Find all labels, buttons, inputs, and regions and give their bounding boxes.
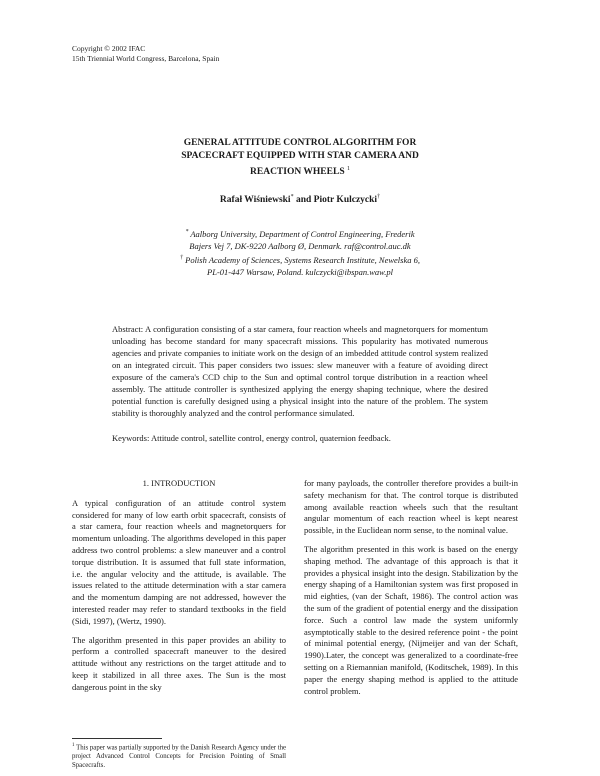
keywords: Keywords: Attitude control, satellite control, energy control, quaternion feedback. — [112, 433, 391, 443]
title-line-2: SPACECRAFT EQUIPPED WITH STAR CAMERA AND — [181, 151, 419, 161]
title-line-3 — [100, 163, 500, 179]
title-footnote-mark: 1 — [346, 166, 350, 172]
intro-paragraph-1: A typical configuration of an attitude control system considered for many of low earth orbit spacecraft, consists of a star camera, four reaction wheels and magnetorquers for momentum unloading. The algorithms developed in this paper address two control problems: a slew maneuver and a control torque distribution. It is assumed that full state information, i.e. the angular velocity and the attitude, is available. The issues related to the attitude determination with a star camera and the momentum damping are not addressed, however the interested reader may refer to standard textbooks in the field (Sidi, 1997), (Wertz, 1990). — [72, 497, 286, 626]
intro-paragraph-4: The algorithm presented in this work is based on the energy shaping method. The advantage of this approach is that it provides a physical insight into the design. Stabilization by the energy shaping of a Hamiltonian system was first proposed in mid eighties, (van der Schaft, 1986). The control action was the sum of the gradient of potential energy and the dissipation force. Such a control law made the system uniformly asymptotically stable to the desired reference point - the point of minimal potential energy, (Nijmeijer and van der Schaft, 1990).Later, the concept was generalized to a coordinate-free setting on a Riemannian manifold, (Koditschek, 1989). In this paper the energy shaping method is applied to the attitude control problem. — [304, 543, 518, 696]
author-list — [100, 194, 500, 205]
author-1: Rafał Wiśniewski — [219, 195, 291, 206]
affiliation-1-mark: * — [185, 229, 189, 235]
intro-paragraph-2: The algorithm presented in this paper provides an ability to perform a controlled spacecraft maneuver to the desired attitude without any restrictions on the target attitude and to keep it stabilized in all three axes. The Sun is the most dangerous point in the sky — [72, 634, 286, 692]
left-column — [72, 478, 286, 701]
author-conjunction: and — [295, 195, 312, 206]
title-line-3-text: REACTION WHEELS — [250, 167, 345, 178]
affiliation-1-line-1 — [130, 226, 470, 240]
congress-line: 15th Triennial World Congress, Barcelona, Spain — [72, 54, 220, 63]
affiliation-1-line-2: Bajers Vej 7, DK-9220 Aalborg Ø, Denmark. raf@control.auc.dk — [189, 240, 411, 251]
footnote — [72, 741, 286, 770]
title-line-1: GENERAL ATTITUDE CONTROL ALGORITHM FOR — [183, 138, 417, 148]
author-2: Piotr Kulczycki — [313, 195, 378, 206]
affiliation-2-line-1-text: Polish Academy of Sciences, Systems Research Institute, Newelska 6, — [185, 254, 420, 265]
section-heading-introduction: 1. INTRODUCTION — [142, 478, 216, 488]
copyright-line: Copyright © 2002 IFAC — [72, 44, 146, 53]
author-1-mark: * — [290, 194, 294, 200]
conference-header — [72, 44, 219, 64]
affiliation-2-mark: † — [180, 254, 183, 261]
affiliation-1-line-1-text: Aalborg University, Department of Control Engineering, Frederik — [190, 228, 415, 239]
footnote-mark: 1 — [72, 743, 75, 748]
intro-paragraph-3: for many payloads, the controller therefore provides a built-in safety mechanism for that. The control torque is distributed among available reaction wheels such that the resultant angular momentum of each reaction wheel is kept nearest possible, in the Euclidean norm sense, to the nominal value. — [304, 478, 518, 536]
right-column — [304, 478, 518, 704]
paper-title — [100, 137, 500, 179]
affiliations — [130, 226, 470, 278]
affiliation-2-line-2: PL-01-447 Warsaw, Poland. kulczycki@ibspan.waw.pl — [207, 266, 393, 277]
footnote-divider — [72, 738, 162, 739]
author-2-mark: † — [377, 194, 381, 200]
abstract: Abstract: A configuration consisting of a star camera, four reaction wheels and magnetorquers for momentum unloading has become standard for many spacecraft missions. This popularity has motivated numerous agencies and private companies to initiate work on the design of an imbedded attitude control system realized on an integrated circuit. This paper considers two issues: slew maneuver with a feature of avoiding direct exposure of the camera's CCD chip to the Sun and optimal control torque distribution in a reaction wheel assembly. The attitude controller is synthesized applying the energy shaping technique, where the desired potential function is carefully designed using a physical insight into the nature of the problem. The system stability is thoroughly analyzed and the control performance simulated. — [112, 324, 488, 418]
affiliation-2-line-1 — [130, 252, 470, 266]
footnote-text: This paper was partially supported by the Danish Research Agency under the project Advanced Control Concepts for Precision Pointing of Small Spacecrafts. — [72, 744, 287, 770]
